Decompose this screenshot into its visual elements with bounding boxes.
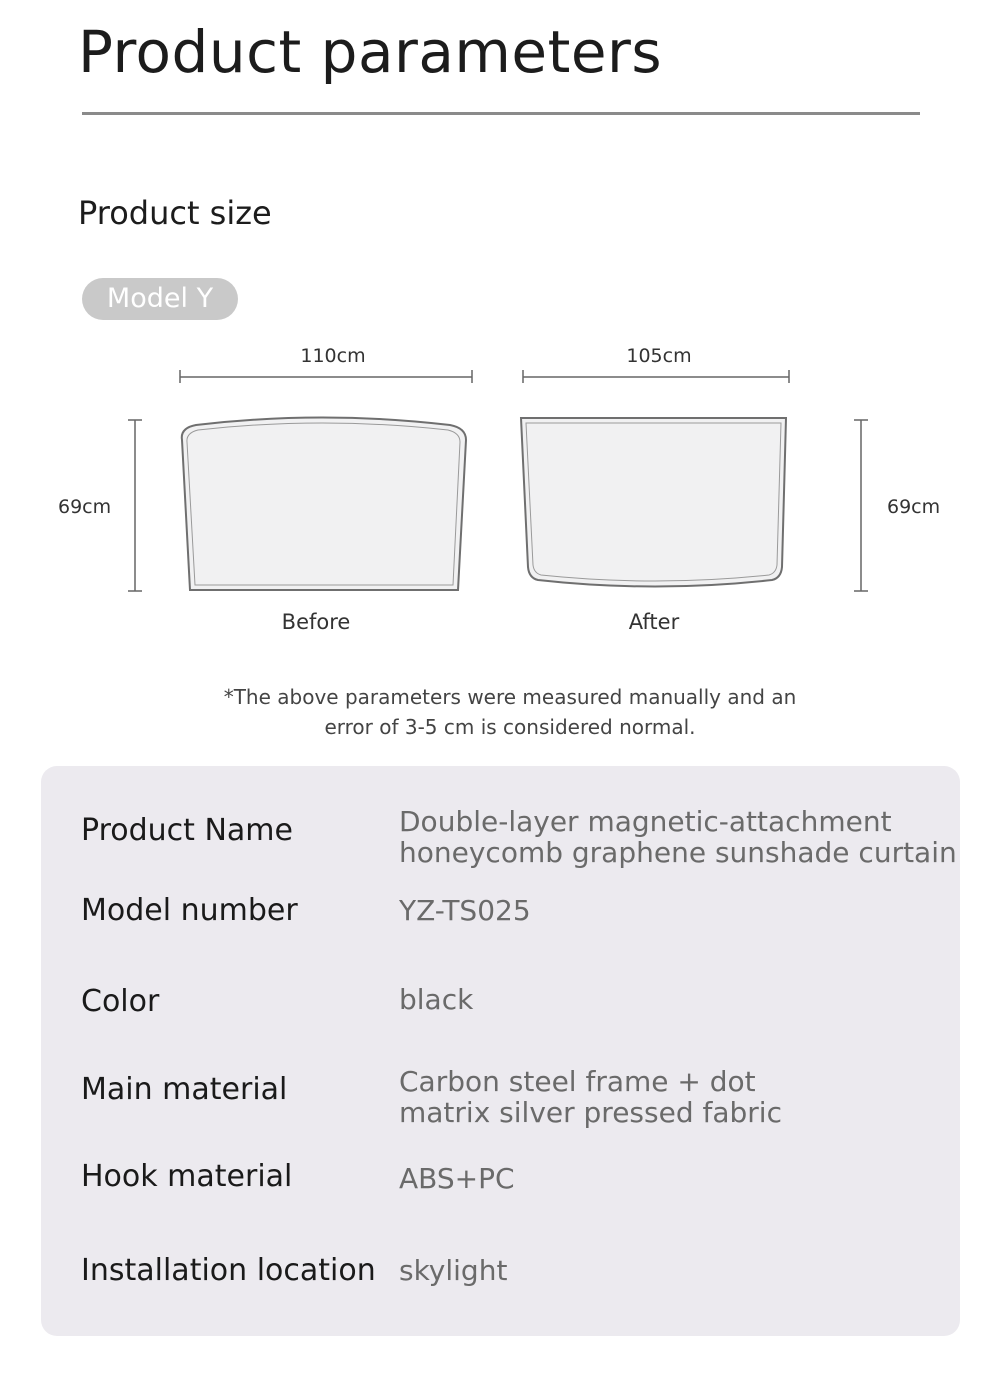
- spec-value-product-name: [399, 806, 957, 868]
- spec-value-line: YZ-TS025: [399, 894, 531, 927]
- before-height-label: 69cm: [58, 496, 112, 518]
- measurement-note: [160, 682, 860, 742]
- note-line-1: *The above parameters were measured manually and an: [223, 685, 797, 709]
- title-divider: [82, 112, 920, 115]
- spec-value-model-number: [399, 895, 531, 926]
- spec-label-main-material: Main material: [81, 1072, 288, 1107]
- specs-panel: [41, 766, 960, 1336]
- spec-value-hook-material: [399, 1163, 515, 1194]
- model-tag: Model Y: [82, 278, 238, 320]
- spec-value-line: black: [399, 983, 474, 1016]
- spec-label-model-number: Model number: [81, 893, 298, 928]
- spec-label-hook-material: Hook material: [81, 1159, 293, 1194]
- spec-value-main-material: [399, 1066, 782, 1128]
- spec-value-line: ABS+PC: [399, 1162, 515, 1195]
- spec-value-installation-location: [399, 1255, 507, 1286]
- after-shade-shape: [521, 418, 786, 587]
- before-height-dimension: [128, 420, 142, 591]
- spec-value-color: [399, 984, 473, 1015]
- before-shade-shape: [182, 418, 466, 591]
- spec-label-color: Color: [81, 984, 160, 1019]
- before-width-dimension: [180, 370, 472, 383]
- spec-value-line: skylight: [399, 1254, 508, 1287]
- after-caption: After: [628, 610, 680, 634]
- before-width-label: 110cm: [300, 345, 366, 367]
- spec-value-line: Carbon steel frame + dot: [399, 1065, 756, 1098]
- page-title: Product parameters: [78, 18, 663, 86]
- spec-value-line: honeycomb graphene sunshade curtain: [399, 836, 957, 869]
- after-height-label: 69cm: [887, 496, 941, 518]
- spec-value-line: matrix silver pressed fabric: [399, 1096, 782, 1129]
- size-diagram: [0, 330, 1000, 650]
- after-width-label: 105cm: [626, 345, 692, 367]
- after-width-dimension: [523, 370, 789, 383]
- after-height-dimension: [854, 420, 868, 591]
- spec-label-installation-location: Installation location: [81, 1253, 376, 1288]
- before-caption: Before: [281, 610, 351, 634]
- spec-value-line: Double-layer magnetic-attachment: [399, 805, 892, 838]
- section-heading: Product size: [78, 194, 272, 232]
- note-line-2: error of 3-5 cm is considered normal.: [324, 715, 696, 739]
- spec-label-product-name: Product Name: [81, 813, 293, 848]
